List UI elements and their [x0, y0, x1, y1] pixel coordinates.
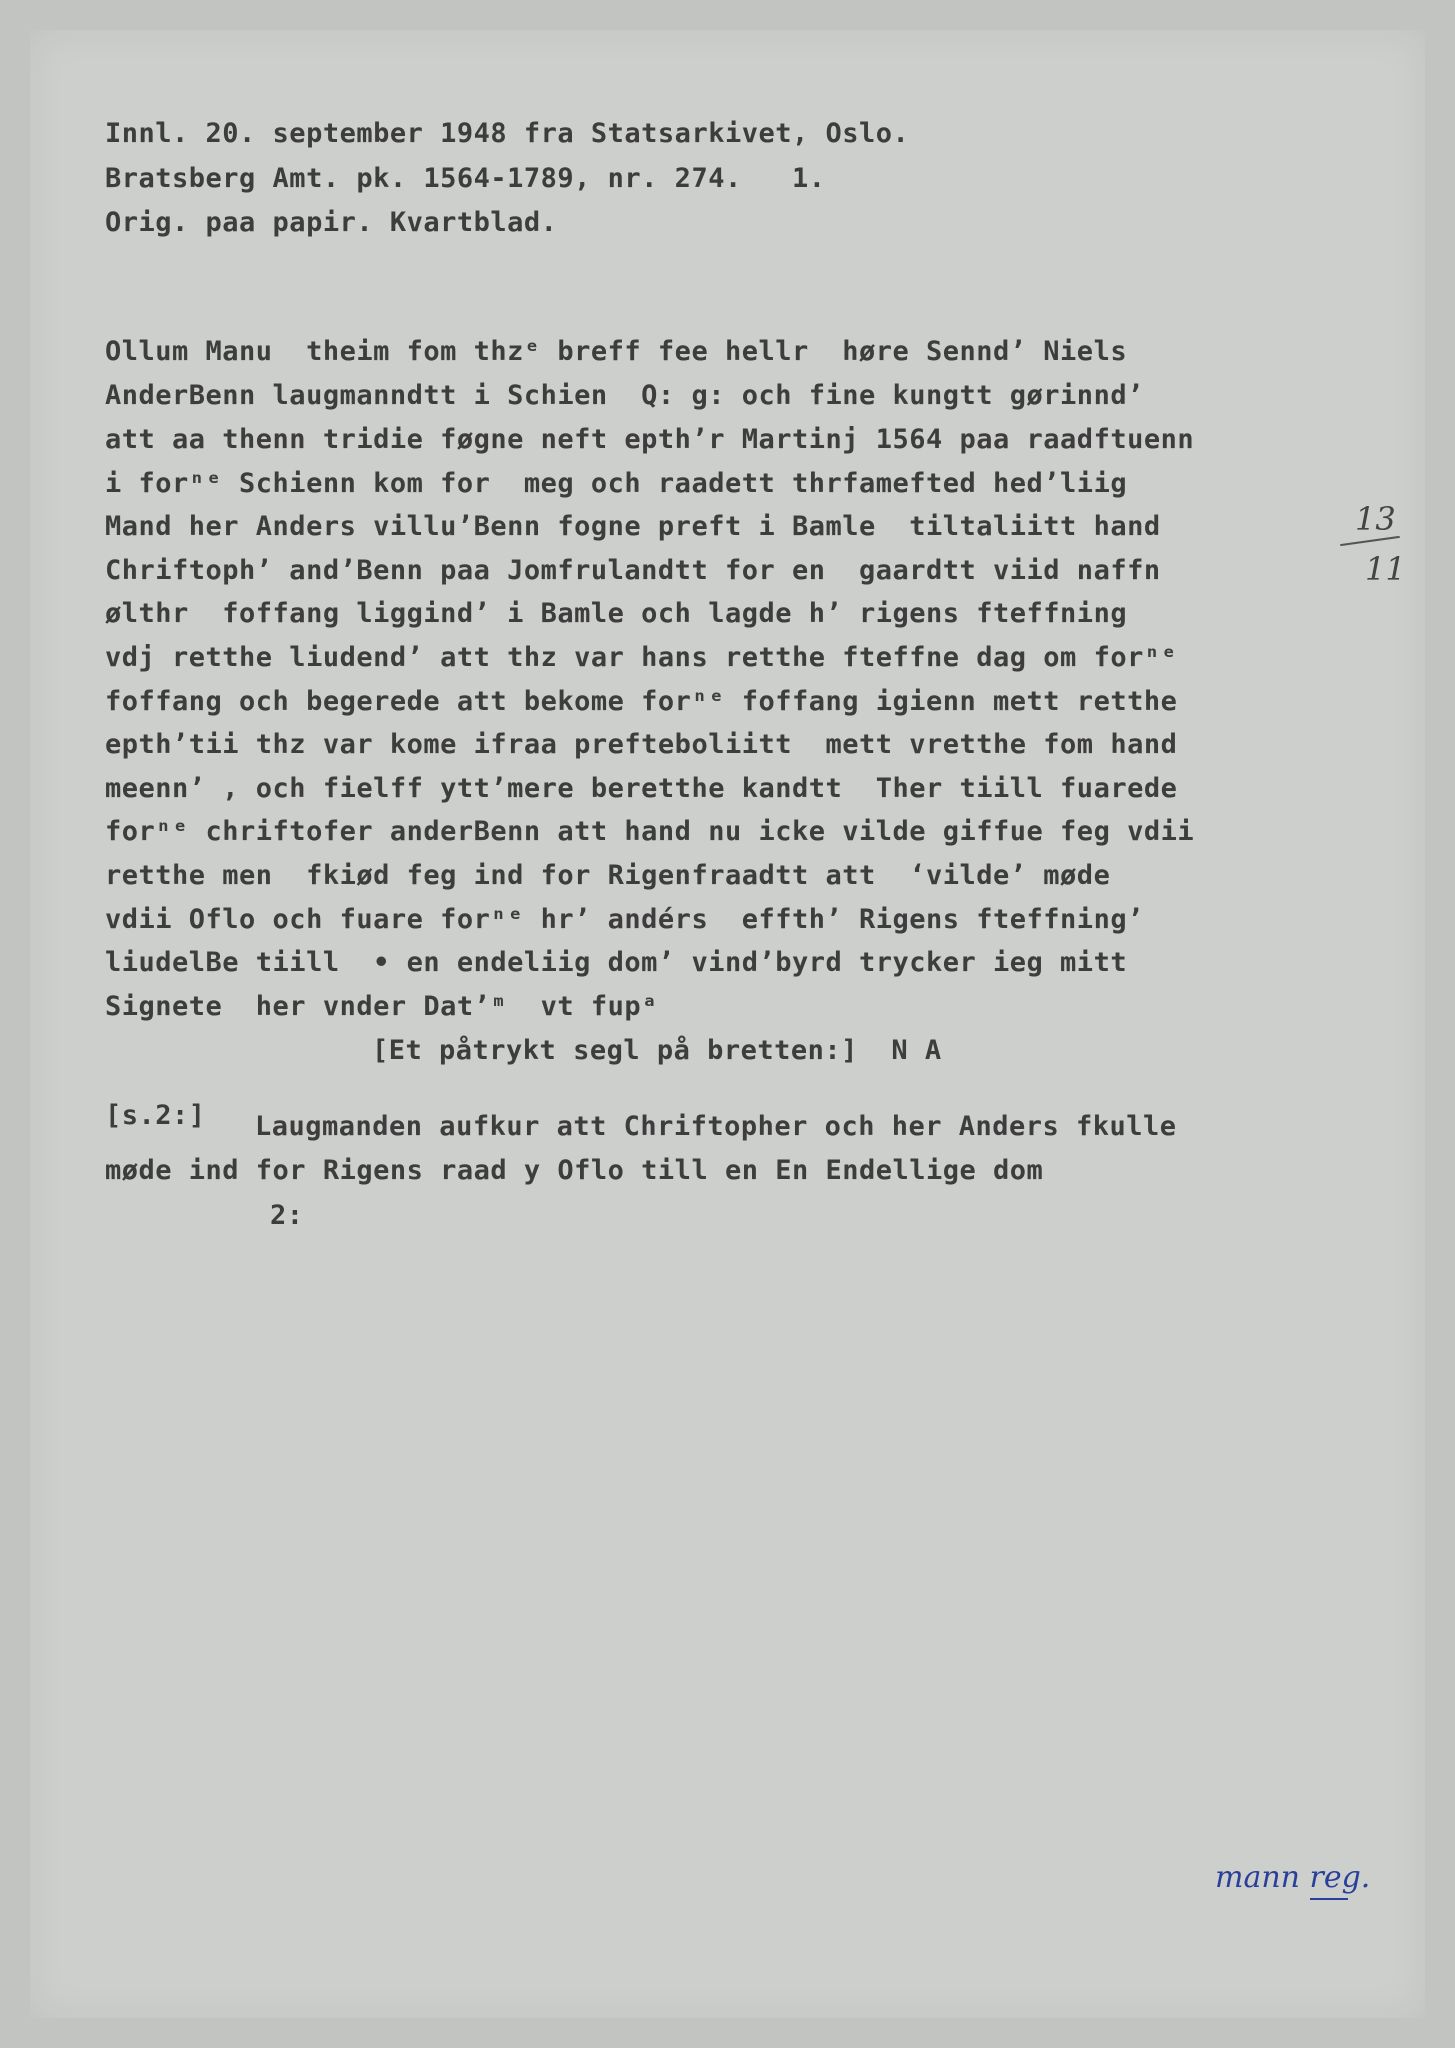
text-line: Ollum Manu theim fom thzᵉ breff fee hellr høre Senndʼ Niels: [105, 336, 1128, 367]
margin-note-top: 13: [1355, 500, 1396, 538]
seal-note: [Et påtrykt segl på bretten:] N A: [372, 1035, 942, 1066]
document-page: [30, 30, 1425, 2018]
text-line: epthʼtii thz var kome ifraa prefteboliitt mett vretthe fom hand: [105, 729, 1178, 760]
header-line-2: Bratsberg Amt. pk. 1564-1789, nr. 274. 1.: [105, 163, 826, 194]
text-line: AnderBenn laugmanndtt i Schien Q: g: och fine kungtt gørinndʼ: [105, 380, 1144, 411]
text-line: forⁿᵉ chriftofer anderBenn att hand nu icke vilde giffue feg vdii: [105, 816, 1195, 847]
handwritten-underline: [1310, 1898, 1348, 1900]
text-line: vdj retthe liudendʼ att thz var hans retthe fteffne dag om forⁿᵉ: [105, 642, 1178, 673]
header-line-1: Innl. 20. september 1948 fra Statsarkivet, Oslo.: [105, 118, 910, 149]
text-line: ølthr foffang liggindʼ i Bamle och lagde hʼ rigens fteffning: [105, 598, 1128, 629]
page-2-number: 2:: [270, 1200, 304, 1231]
page-2-line: Laugmanden aufkur att Chriftopher och her Anders fkulle: [255, 1111, 1177, 1142]
text-line: liudelBe tiill • en endeliig domʼ vindʼbyrd trycker ieg mitt: [105, 947, 1128, 978]
handwritten-note: mann reg.: [1215, 1860, 1371, 1895]
margin-note-bottom: 11: [1365, 550, 1406, 588]
text-line: i forⁿᵉ Schienn kom for meg och raadett thrfamefted hedʼliig: [105, 468, 1128, 499]
text-line: Signete her vnder Datʼᵐ vt fupᵃ: [105, 991, 658, 1022]
text-line: Chriftophʼ andʼBenn paa Jomfrulandtt for en gaardtt viid naffn: [105, 555, 1161, 586]
text-line: att aa thenn tridie føgne neft epthʼr Martinj 1564 paa raadftuenn: [105, 424, 1195, 455]
header-line-3: Orig. paa papir. Kvartblad.: [105, 207, 558, 238]
page-2-label: [s.2:]: [105, 1100, 206, 1131]
text-line: retthe men fkiød feg ind for Rigenfraadtt att ‘vilde’ møde: [105, 860, 1111, 891]
text-line: Mand her Anders villuʼBenn fogne preft i Bamle tiltaliitt hand: [105, 511, 1161, 542]
text-line: meennʼ , och fielff yttʼmere beretthe kandtt Ther tiill fuarede: [105, 773, 1178, 804]
text-line: foffang och begerede att bekome forⁿᵉ foffang igienn mett retthe: [105, 686, 1178, 717]
page-2-line: møde ind for Rigens raad y Oflo till en En Endellige dom: [105, 1155, 1044, 1186]
text-line: vdii Oflo och fuare forⁿᵉ hrʼ andérs effthʼ Rigens fteffningʼ: [105, 904, 1144, 935]
